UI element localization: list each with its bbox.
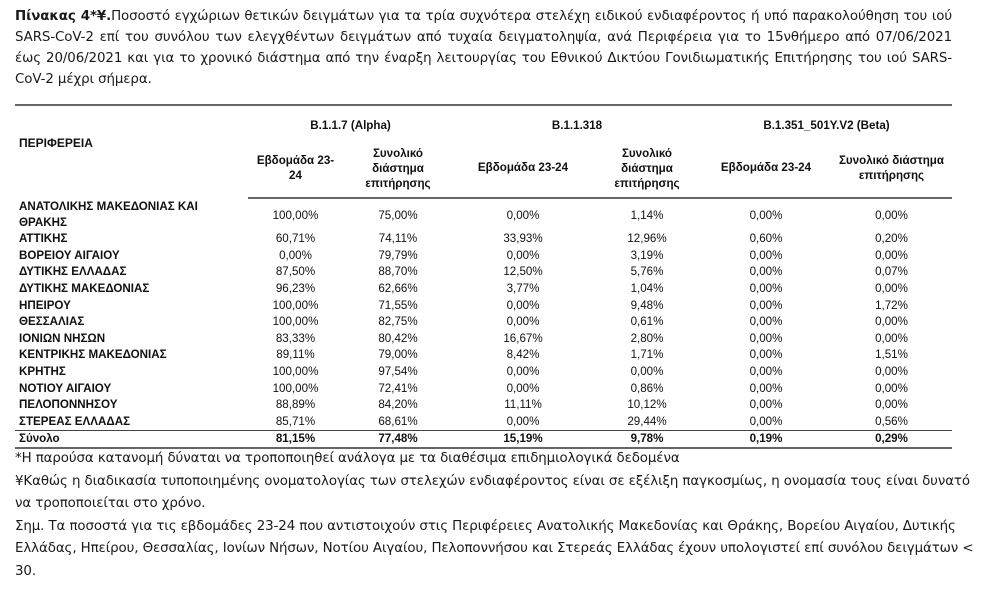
percentage-cell: 0,00% xyxy=(749,315,783,329)
percentage-cell: 100,00% xyxy=(272,365,319,379)
percentage-cell: 0,00% xyxy=(875,398,908,412)
percentage-cell: 72,41% xyxy=(378,381,418,395)
percentage-cell: 0,00% xyxy=(875,208,908,222)
percentage-cell: 33,93% xyxy=(503,232,543,246)
variant-table xyxy=(15,104,952,449)
percentage-cell: 82,75% xyxy=(378,315,418,329)
percentage-cell: 9,78% xyxy=(593,431,701,449)
region-name: ΚΡΗΤΗΣ xyxy=(19,365,66,379)
percentage-cell: 1,51% xyxy=(875,348,908,362)
footnote-yen: ¥Καθώς η διαδικασία τυποποιημένης ονοματολογίας των στελεχών ενδιαφέροντος είναι σε εξέλιξη παγκοσμίως, η ονομασία τους είναι δυνατό να τροποποιείται στο χρόνο. xyxy=(15,473,970,511)
percentage-cell: 74,11% xyxy=(378,232,418,246)
percentage-cell: 81,15% xyxy=(248,431,343,449)
region-name: ΒΟΡΕΙΟΥ ΑΙΓΑΙΟΥ xyxy=(19,248,120,262)
percentage-cell: 71,55% xyxy=(378,298,418,312)
percentage-cell: 12,50% xyxy=(503,265,543,279)
subheader-beta-week: Εβδομάδα 23-24 xyxy=(701,139,831,198)
region-name: ΑΝΑΤΟΛΙΚΗΣ ΜΑΚΕΔΟΝΙΑΣ ΚΑΙ ΘΡΑΚΗΣ xyxy=(19,200,198,229)
subheader-b11318-total: Συνολικό διάστημα επιτήρησης xyxy=(593,139,701,198)
table-row xyxy=(15,198,952,231)
region-name: ΔΥΤΙΚΗΣ ΕΛΛΑΔΑΣ xyxy=(19,265,127,279)
group-header-beta: B.1.351_501Y.V2 (Beta) xyxy=(701,105,952,139)
percentage-cell: 0,60% xyxy=(749,232,783,246)
percentage-cell: 0,56% xyxy=(875,414,908,428)
percentage-cell: 96,23% xyxy=(275,282,316,296)
percentage-cell: 0,00% xyxy=(506,381,540,395)
percentage-cell: 68,61% xyxy=(378,414,418,428)
percentage-cell: 100,00% xyxy=(272,315,319,329)
percentage-cell: 89,11% xyxy=(276,348,315,362)
table-row xyxy=(15,231,952,248)
percentage-cell: 0,00% xyxy=(279,248,312,262)
percentage-cell: 0,00% xyxy=(749,381,783,395)
percentage-cell: 100,00% xyxy=(272,298,319,312)
percentage-cell: 10,12% xyxy=(627,398,667,412)
subheader-alpha-total: Συνολικό διάστημα επιτήρησης xyxy=(343,139,453,198)
caption-text: Ποσοστό εγχώριων θετικών δειγμάτων για τα τρία συχνότερα στελέχη ειδικού ενδιαφέροντος ή υπό παρακολούθηση του ιού SARS-CoV-2 επί του συνόλου των ελεγχθέντων δειγμάτων από τυχαία δειγματοληψία, ανά Περιφέρεια για το 15νθήμερο από 07/06/2021 έως 20/06/2021 και για το χρονικό διάστημα από την έναρξη λειτουργίας του Εθνικού Δικτύου Γονιδιωματικής Επιτήρησης του ιού SARS-CoV-2 μέχρι σήμερα. xyxy=(15,9,952,87)
percentage-cell: 79,79% xyxy=(378,248,418,262)
percentage-cell: 85,71% xyxy=(275,414,316,428)
percentage-cell: 0,00% xyxy=(749,248,783,262)
footnote-note: Σημ. Τα ποσοστά για τις εβδομάδες 23-24 που αντιστοιχούν στις Περιφέρειες Ανατολικής Μακεδονίας και Θράκης, Βορείου Αιγαίου, Δυτικής Ελλάδας, Ηπείρου, Θεσσαλίας, Ιονίων Νήσων, Νοτίου Αιγαίου, Πελοποννήσου και Στερεάς Ελλάδας έχουν υπολογιστεί επί συνόλου δειγμάτων < 30. xyxy=(15,518,974,579)
percentage-cell: 0,86% xyxy=(630,381,664,395)
percentage-cell: 60,71% xyxy=(275,232,316,246)
table-row xyxy=(15,380,952,397)
percentage-cell: 9,48% xyxy=(630,298,664,312)
percentage-cell: 83,33% xyxy=(275,331,316,345)
percentage-cell: 0,00% xyxy=(875,381,908,395)
percentage-cell: 88,89% xyxy=(275,398,316,412)
region-name: ΗΠΕΙΡΟΥ xyxy=(19,298,71,312)
percentage-cell: 12,96% xyxy=(627,232,667,246)
footnotes xyxy=(15,448,980,583)
percentage-cell: 0,00% xyxy=(749,331,783,345)
percentage-cell: 0,00% xyxy=(749,365,783,379)
percentage-cell: 0,00% xyxy=(875,365,908,379)
percentage-cell: 88,70% xyxy=(378,265,418,279)
percentage-cell: 1,04% xyxy=(630,282,664,296)
percentage-cell: 80,42% xyxy=(378,331,418,345)
percentage-cell: 0,00% xyxy=(875,282,908,296)
region-name: ΚΕΝΤΡΙΚΗΣ ΜΑΚΕΔΟΝΙΑΣ xyxy=(19,348,167,362)
percentage-cell: 100,00% xyxy=(272,208,319,222)
percentage-cell: 0,00% xyxy=(749,348,783,362)
percentage-cell: 0,29% xyxy=(831,431,952,449)
table-row xyxy=(15,414,952,431)
percentage-cell: 29,44% xyxy=(627,414,667,428)
percentage-cell: 0,00% xyxy=(630,365,664,379)
percentage-cell: 0,00% xyxy=(506,365,540,379)
percentage-cell: 62,66% xyxy=(378,282,418,296)
region-name: ΘΕΣΣΑΛΙΑΣ xyxy=(19,315,85,329)
percentage-cell: 0,00% xyxy=(506,208,540,222)
percentage-cell: 0,00% xyxy=(875,248,908,262)
percentage-cell: 77,48% xyxy=(343,431,453,449)
region-name: ΑΤΤΙΚΗΣ xyxy=(19,232,68,246)
subheader-alpha-week: Εβδομάδα 23-24 xyxy=(248,139,343,198)
table-row xyxy=(15,297,952,314)
region-name: Σύνολο xyxy=(15,431,248,449)
percentage-cell: 0,00% xyxy=(875,315,908,329)
percentage-cell: 0,00% xyxy=(506,298,540,312)
table-row xyxy=(15,364,952,381)
caption-label: Πίνακας 4*¥. xyxy=(15,9,112,24)
total-row xyxy=(15,431,952,449)
subheader-b11318-week: Εβδομάδα 23-24 xyxy=(453,139,593,198)
percentage-cell: 8,42% xyxy=(506,348,540,362)
percentage-cell: 0,00% xyxy=(506,315,540,329)
region-name: ΣΤΕΡΕΑΣ ΕΛΛΑΔΑΣ xyxy=(19,414,131,428)
percentage-cell: 0,00% xyxy=(875,331,908,345)
region-name: ΝΟΤΙΟΥ ΑΙΓΑΙΟΥ xyxy=(19,381,112,395)
percentage-cell: 3,19% xyxy=(630,248,664,262)
percentage-cell: 0,00% xyxy=(749,265,783,279)
region-name: ΔΥΤΙΚΗΣ ΜΑΚΕΔΟΝΙΑΣ xyxy=(19,282,150,296)
percentage-cell: 75,00% xyxy=(378,208,418,222)
footnote-asterisk: *Η παρούσα κατανομή δύναται να τροποποιηθεί ανάλογα με τα διαθέσιμα επιδημιολογικά δεδομένα xyxy=(15,451,680,466)
percentage-cell: 0,00% xyxy=(749,414,783,428)
table-body xyxy=(15,198,952,448)
table-row xyxy=(15,281,952,298)
table-row xyxy=(15,248,952,265)
table-row xyxy=(15,397,952,414)
percentage-cell: 0,07% xyxy=(875,265,908,279)
percentage-cell: 1,14% xyxy=(630,208,664,222)
percentage-cell: 79,00% xyxy=(378,348,418,362)
region-column-header: ΠΕΡΙΦΕΡΕΙΑ xyxy=(15,105,248,198)
group-header-row xyxy=(15,105,952,139)
region-name: ΠΕΛΟΠΟΝΝΗΣΟΥ xyxy=(19,398,118,412)
percentage-cell: 0,61% xyxy=(630,315,664,329)
percentage-cell: 0,00% xyxy=(506,248,540,262)
percentage-cell: 84,20% xyxy=(378,398,418,412)
table-caption xyxy=(15,6,952,90)
table-row xyxy=(15,264,952,281)
percentage-cell: 1,71% xyxy=(630,348,664,362)
variant-table-container xyxy=(15,104,952,449)
percentage-cell: 100,00% xyxy=(272,381,319,395)
percentage-cell: 3,77% xyxy=(506,282,540,296)
table-row xyxy=(15,331,952,348)
percentage-cell: 0,00% xyxy=(749,298,783,312)
table-row xyxy=(15,347,952,364)
group-header-b11318: B.1.1.318 xyxy=(453,105,701,139)
region-name: ΙΟΝΙΩΝ ΝΗΣΩΝ xyxy=(19,331,106,345)
percentage-cell: 97,54% xyxy=(378,365,418,379)
percentage-cell: 0,00% xyxy=(749,282,783,296)
group-header-alpha: B.1.1.7 (Alpha) xyxy=(248,105,453,139)
percentage-cell: 0,00% xyxy=(749,398,783,412)
percentage-cell: 2,80% xyxy=(630,331,664,345)
subheader-beta-total: Συνολικό διάστημα επιτήρησης xyxy=(831,139,952,198)
percentage-cell: 87,50% xyxy=(275,265,316,279)
percentage-cell: 1,72% xyxy=(875,298,908,312)
percentage-cell: 0,19% xyxy=(701,431,831,449)
percentage-cell: 16,67% xyxy=(503,331,543,345)
percentage-cell: 15,19% xyxy=(453,431,593,449)
percentage-cell: 0,20% xyxy=(875,232,908,246)
percentage-cell: 0,00% xyxy=(749,208,783,222)
percentage-cell: 5,76% xyxy=(630,265,664,279)
percentage-cell: 11,11% xyxy=(504,398,542,412)
percentage-cell: 0,00% xyxy=(506,414,540,428)
table-row xyxy=(15,314,952,331)
